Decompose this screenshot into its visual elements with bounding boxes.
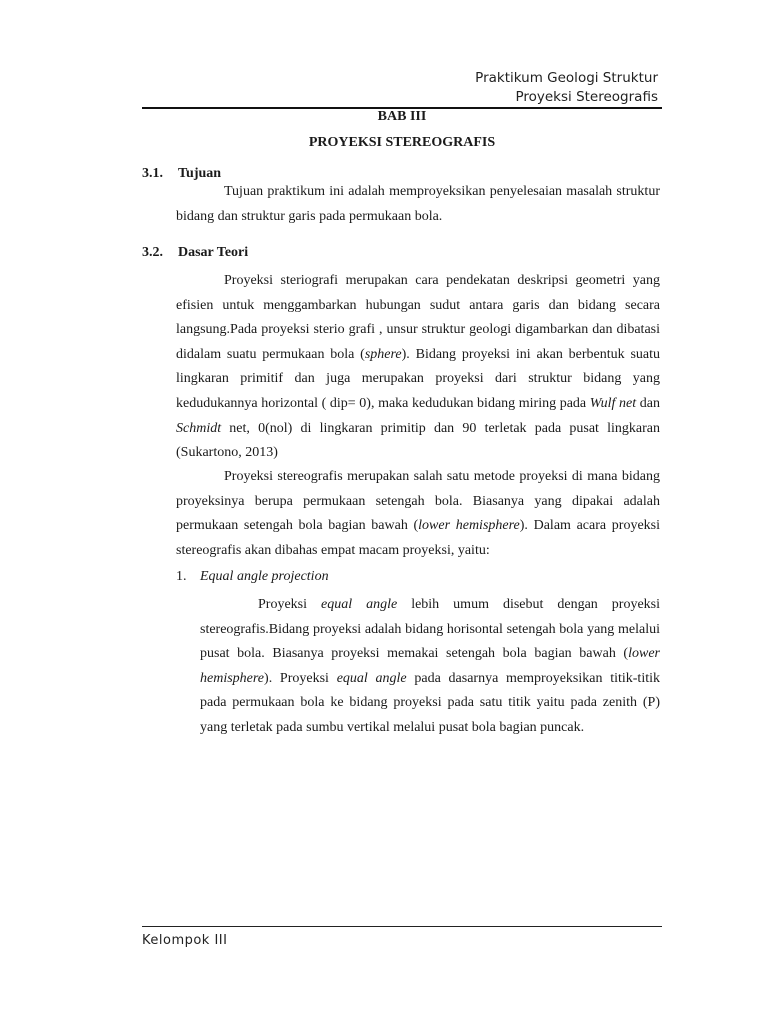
text-run: ). Dalam acara proyeksi stereografis akan dibahas empat macam proyeksi, yaitu: [176,518,660,558]
text-run: lebih umum disebut dengan proyeksi stereografis.Bidang proyeksi adalah bidang horisontal setengah bola yang melalui pusat bola. Biasanya proyeksi memakai setengah bola bagian bawah ( [200,597,661,662]
section-number: 3.2. [142,245,163,260]
section-title: Dasar Teori [178,245,249,260]
section-heading-dasar-teori [142,245,248,261]
chapter-label: BAB III [377,109,427,124]
chapter-title: PROYEKSI STEREOGRAFIS [308,135,496,150]
paragraph-tujuan: Tujuan praktikum ini adalah memproyeksikan penyelesaian masalah struktur bidang dan struktur garis pada permukaan bola. [176,184,660,224]
italic-term: equal angle [321,597,398,612]
italic-term: Wulf net [589,395,637,411]
running-header-course: Praktikum Geologi Struktur [475,70,658,86]
paragraph-equal-angle [200,593,660,741]
text-run: Proyeksi stereografis merupakan salah satu metode proyeksi di mana bidang proyeksinya berupa permukaan setengah bola. Biasanya yang dipakai adalah permukaan setengah bola bagian bawah ( [176,469,660,534]
list-number: 1. [176,569,187,584]
footer-group-label: Kelompok III [142,933,228,948]
italic-term: sphere [364,346,402,362]
text-run: ). Bidang proyeksi ini akan berbentuk suatu lingkaran primitif dan juga merupakan proyeksi dari struktur bidang yang kedudukannya horizontal ( dip= 0), maka kedudukan bidang miring pada [176,346,661,411]
text-run: pada dasarnya memproyeksikan titik-titik pada permukaan bola ke bidang proyeksi pada satu titik yaitu pada zenith (P) yang terletak pada sumbu vertikal melalui pusat bola bagian puncak. [200,670,660,735]
section-title: Tujuan [178,166,222,181]
footer-rule [142,926,662,927]
italic-term: equal angle [336,670,407,686]
text-run: Proyeksi [258,597,321,612]
italic-term: lower hemisphere [418,518,520,534]
paragraph-dasar-teori-1 [176,269,660,466]
text-run: net, 0(nol) di lingkaran primitip dan 90 terletak pada pusat lingkaran (Sukartono, 2013) [176,420,660,461]
list-item-title: Equal angle projection [200,569,329,584]
italic-term: Schmidt [176,420,222,436]
text-run: dan [636,395,660,411]
section-number: 3.1. [142,166,163,181]
paragraph-dasar-teori-2 [176,465,660,563]
text-run: Proyeksi steriografi merupakan cara pendekatan deskripsi geometri yang efisien untuk menggambarkan hubungan sudut antara garis dan bidang secara langsung.Pada proyeksi sterio grafi , unsur struktur geologi digambarkan dan dibatasi didalam suatu permukaan bola ( [176,273,660,362]
list-item-equal-angle [176,569,329,585]
italic-term: lower hemisphere [200,646,660,686]
running-header-topic: Proyeksi Stereografis [515,89,658,105]
text-run: ). Proyeksi [264,670,337,686]
